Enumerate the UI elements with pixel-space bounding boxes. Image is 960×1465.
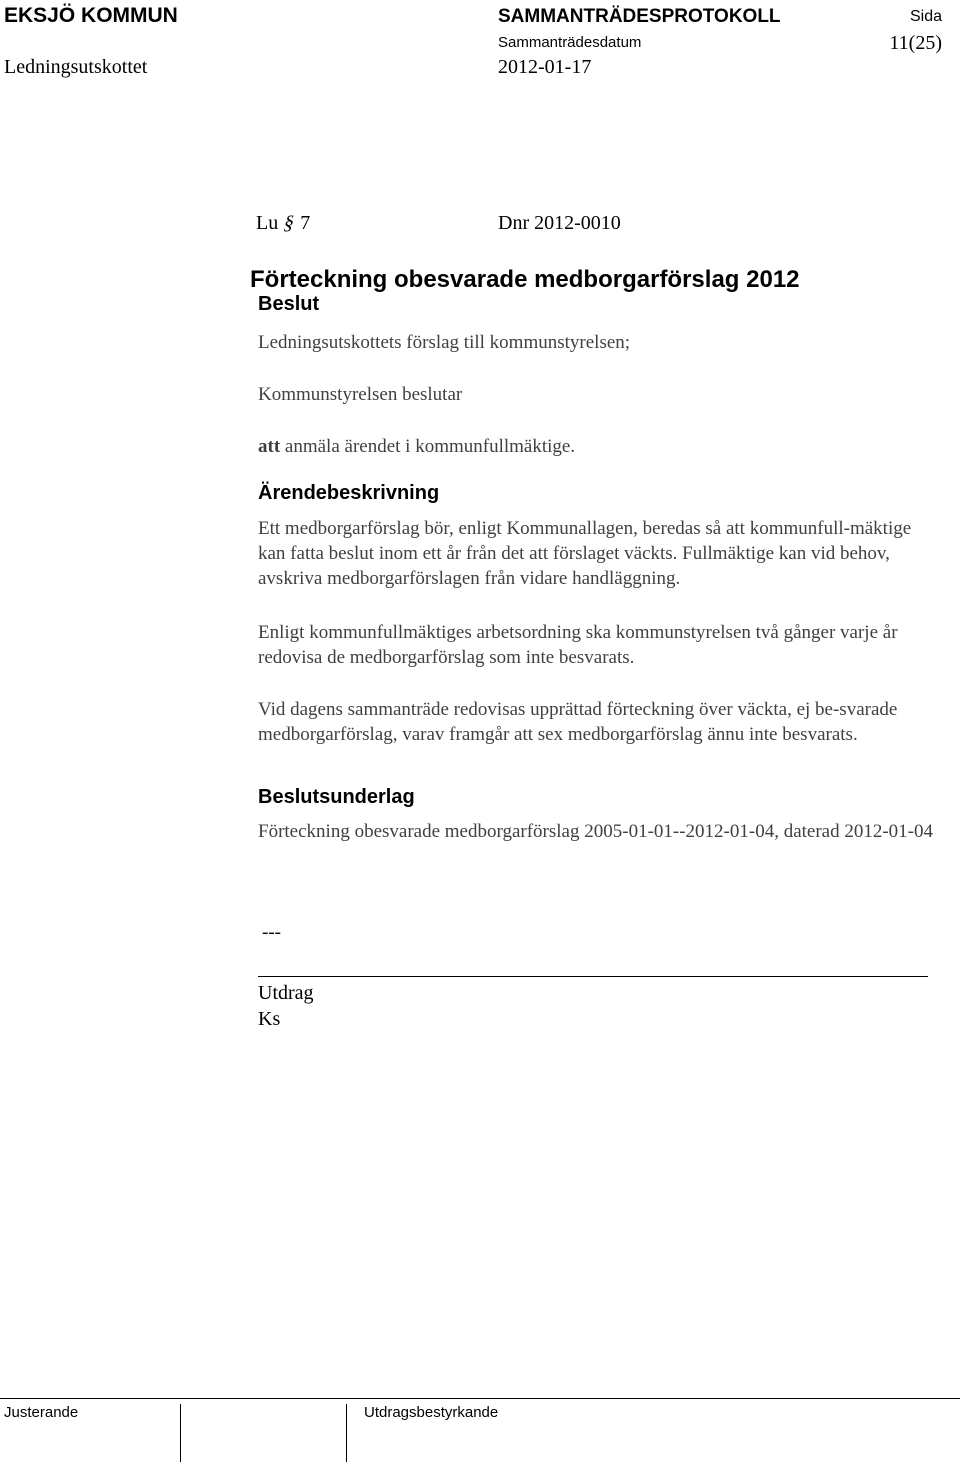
decision-att: att: [258, 436, 281, 457]
separator-line: [258, 976, 928, 977]
decision-paragraph: Ledningsutskottets förslag till kommunstyrelsen;: [258, 332, 631, 353]
signature-divider: [346, 1404, 347, 1462]
signatures-label: Justerande: [4, 1404, 79, 1421]
paragraph-sign: §: [281, 212, 298, 234]
description-heading: Ärendebeskrivning: [258, 482, 440, 504]
case-title: Förteckning obesvarade medborgarförslag 2012: [250, 266, 800, 293]
extract-recipient: Ks: [258, 1008, 281, 1030]
basis-heading: Beslutsunderlag: [258, 786, 415, 808]
extract-verification-label: Utdragsbestyrkande: [364, 1404, 499, 1421]
description-paragraph: Ett medborgarförslag bör, enligt Kommunallagen, beredas så att kommunfull-mäktige kan fatta beslut inom ett år från det att förslaget väckts. Fullmäktige kan vid behov, avskriva medborgarförslagen från vidare handläggning.: [258, 518, 912, 589]
description-paragraph: Enligt kommunfullmäktiges arbetsordning ska kommunstyrelsen två gånger varje år redovisa de medborgarförslag som inte besvarats.: [258, 622, 898, 668]
meeting-date: 2012-01-17: [498, 56, 592, 78]
section-end-dashes: ---: [262, 922, 281, 943]
extract-label: Utdrag: [258, 982, 314, 1004]
footer-line: [0, 1398, 960, 1399]
case-prefix: Lu: [256, 212, 279, 234]
municipality-name: EKSJÖ KOMMUN: [4, 4, 178, 27]
decision-paragraph: Kommunstyrelsen beslutar: [258, 384, 463, 405]
decision-text: anmäla ärendet i kommunfullmäktige.: [280, 436, 576, 457]
signature-divider: [180, 1404, 181, 1462]
case-reference: [256, 212, 310, 235]
committee-name: Ledningsutskottet: [4, 56, 148, 78]
page-number: 11(25): [889, 32, 942, 54]
case-number: 7: [300, 212, 311, 234]
page-label: Sida: [909, 8, 942, 25]
decision-paragraph: [258, 434, 938, 459]
meeting-date-label: Sammanträdesdatum: [498, 34, 642, 51]
decision-heading: Beslut: [258, 293, 320, 315]
protocol-title: SAMMANTRÄDESPROTOKOLL: [498, 6, 781, 27]
basis-paragraph: Förteckning obesvarade medborgarförslag 2005-01-01--2012-01-04, daterad 2012-01-04: [258, 821, 934, 842]
registration-number: Dnr 2012-0010: [498, 212, 621, 234]
description-paragraph: Vid dagens sammanträde redovisas upprättad förteckning över väckta, ej be-svarade medborgarförslag, varav framgår att sex medborgarförslag ännu inte besvarats.: [258, 699, 898, 745]
